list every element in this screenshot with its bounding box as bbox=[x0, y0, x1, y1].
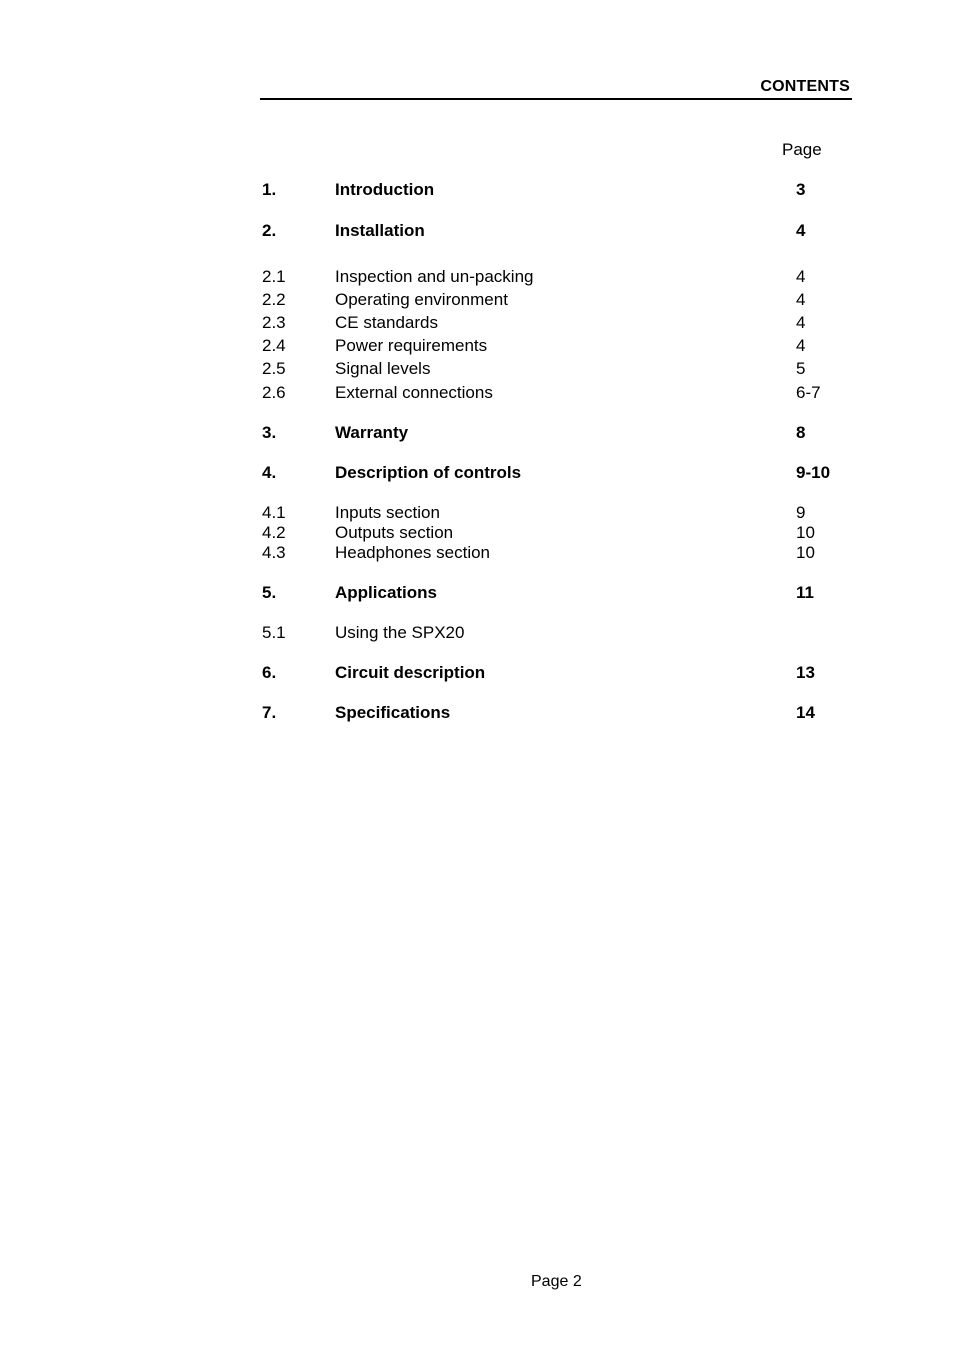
toc-entry-number: 4.2 bbox=[262, 523, 286, 542]
toc-entry-page: 9 bbox=[796, 503, 806, 522]
toc-entry-number: 5. bbox=[262, 583, 277, 602]
toc-entry[interactable] bbox=[262, 662, 852, 684]
toc-entry-title: Inputs section bbox=[335, 503, 440, 522]
toc-entry-number: 1. bbox=[262, 180, 277, 199]
toc-entry-title: Power requirements bbox=[335, 336, 488, 355]
toc-entry-title: External connections bbox=[335, 383, 493, 402]
toc-entry-title: Operating environment bbox=[335, 290, 508, 309]
toc-entry-title: Signal levels bbox=[335, 359, 431, 378]
toc-entry-title: Introduction bbox=[335, 180, 435, 199]
toc-entry-page: 9-10 bbox=[796, 463, 831, 482]
toc-entry-page: 4 bbox=[796, 267, 806, 286]
toc-entry-page: 4 bbox=[796, 221, 806, 240]
toc-entry-title: Specifications bbox=[335, 703, 451, 722]
toc-entry-number: 2.6 bbox=[262, 383, 286, 402]
toc-entry-title: Description of controls bbox=[335, 463, 522, 482]
toc-entry-number: 4.3 bbox=[262, 543, 286, 562]
toc-entry-title: Circuit description bbox=[335, 663, 486, 682]
toc-entry-number: 2.3 bbox=[262, 313, 286, 332]
toc-entry-page: 4 bbox=[796, 290, 806, 309]
toc-entry[interactable] bbox=[262, 422, 852, 444]
toc-entry[interactable] bbox=[262, 179, 852, 201]
toc-entry-number: 5.1 bbox=[262, 623, 286, 642]
toc-entry-title: Inspection and un-packing bbox=[335, 267, 534, 286]
toc-entry-number: 4. bbox=[262, 463, 277, 482]
toc-entry-page: 4 bbox=[796, 313, 806, 332]
toc-entry[interactable] bbox=[262, 522, 852, 544]
toc-entry[interactable] bbox=[262, 542, 852, 564]
toc-entry-title: Using the SPX20 bbox=[335, 623, 465, 642]
toc-entry[interactable] bbox=[262, 266, 852, 288]
toc-entry[interactable] bbox=[262, 582, 852, 604]
toc-entry-number: 4.1 bbox=[262, 503, 286, 522]
toc-entry[interactable] bbox=[262, 622, 852, 644]
toc-entry-number: 7. bbox=[262, 703, 277, 722]
toc-entry-number: 2.2 bbox=[262, 290, 286, 309]
toc-entry-page: 13 bbox=[796, 663, 815, 682]
toc-entry[interactable] bbox=[262, 289, 852, 311]
footer-page-number: Page 2 bbox=[531, 1273, 582, 1290]
toc-entry[interactable] bbox=[262, 335, 852, 357]
toc-entry-number: 2.4 bbox=[262, 336, 286, 355]
toc-entry-title: Applications bbox=[335, 583, 438, 602]
header-title: CONTENTS bbox=[760, 78, 850, 95]
toc-entry-number: 2. bbox=[262, 221, 277, 240]
toc-entry[interactable] bbox=[262, 312, 852, 334]
toc-entry-number: 2.5 bbox=[262, 359, 286, 378]
toc-entry-page: 8 bbox=[796, 423, 806, 442]
toc-entry-page: 6-7 bbox=[796, 383, 821, 402]
toc-entry-number: 3. bbox=[262, 423, 277, 442]
toc-entry-page: 11 bbox=[796, 583, 814, 602]
page-column-label: Page bbox=[782, 140, 822, 159]
toc-entry-title: Installation bbox=[335, 221, 425, 240]
toc-entry[interactable] bbox=[262, 502, 852, 524]
toc-entry[interactable] bbox=[262, 702, 852, 724]
toc-entry[interactable] bbox=[262, 462, 852, 484]
toc-entry-page: 10 bbox=[796, 543, 815, 562]
toc-entry-title: CE standards bbox=[335, 313, 438, 332]
toc-entry-page: 10 bbox=[796, 523, 815, 542]
toc-entry-page: 3 bbox=[796, 180, 806, 199]
toc-entry[interactable] bbox=[262, 358, 852, 380]
toc-entry-title: Outputs section bbox=[335, 523, 454, 542]
toc-entry-page: 5 bbox=[796, 359, 806, 378]
toc-entry[interactable] bbox=[262, 382, 852, 404]
toc-entry-page: 14 bbox=[796, 703, 815, 722]
toc-entry-number: 2.1 bbox=[262, 267, 286, 286]
toc-entry-number: 6. bbox=[262, 663, 277, 682]
toc-entry[interactable] bbox=[262, 220, 852, 242]
toc-entry-title: Headphones section bbox=[335, 543, 491, 562]
header-rule bbox=[260, 98, 852, 100]
toc-entry-title: Warranty bbox=[335, 423, 409, 442]
toc-entry-page: 4 bbox=[796, 336, 806, 355]
